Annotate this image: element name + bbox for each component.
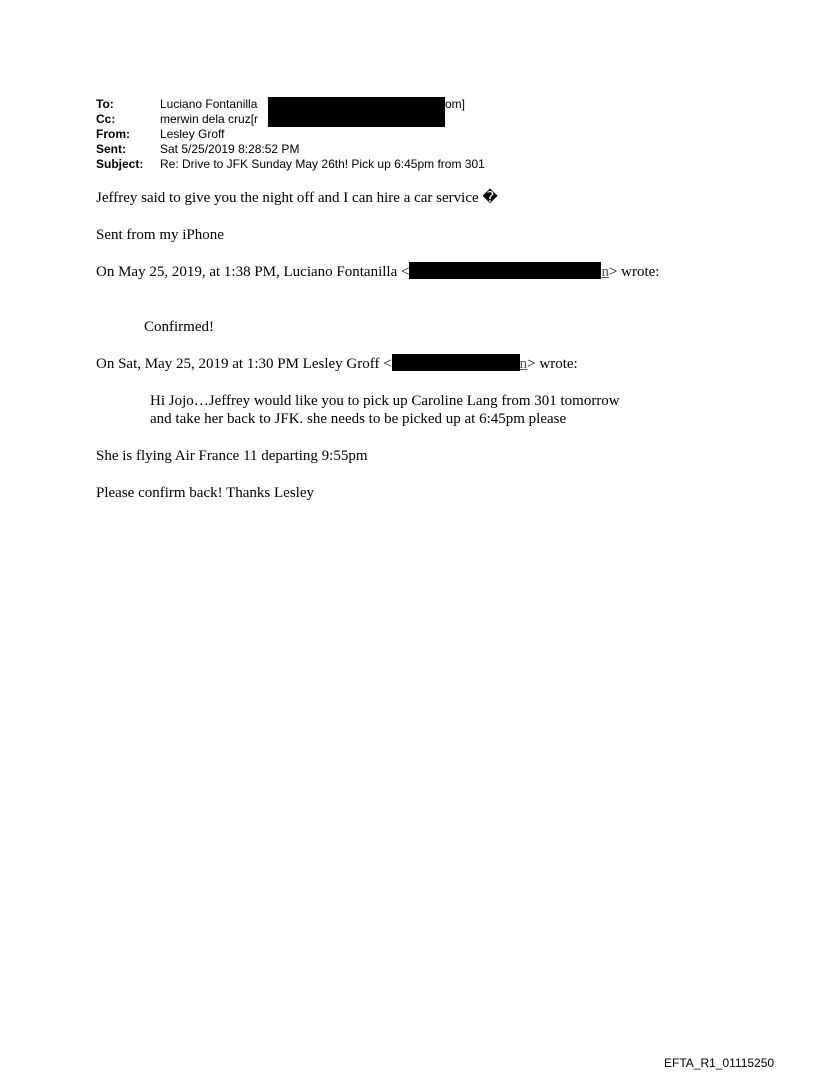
- subject-value: Re: Drive to JFK Sunday May 26th! Pick up 6:45pm from 301: [160, 157, 485, 171]
- quote2-link-tail[interactable]: n: [519, 356, 528, 372]
- quote1-prefix: On May 25, 2019, at 1:38 PM, Luciano Fontanilla <: [96, 264, 410, 280]
- quote2-suffix: > wrote:: [527, 356, 578, 372]
- quote-header-lesley: [96, 354, 578, 373]
- body-line-confirm: Please confirm back! Thanks Lesley: [96, 485, 314, 501]
- message-line-1: Hi Jojo…Jeffrey would like you to pick up Caroline Lang from 301 tomorrow: [150, 393, 620, 409]
- redaction-email-lesley: [392, 354, 520, 371]
- message-line-2: and take her back to JFK. she needs to be picked up at 6:45pm please: [150, 411, 567, 427]
- quote-header-luciano: [96, 262, 659, 281]
- sent-label: Sent:: [96, 142, 126, 156]
- from-row: [96, 127, 496, 142]
- body-line-confirmed: Confirmed!: [144, 319, 214, 335]
- redaction-email-luciano: [409, 262, 601, 279]
- to-suffix: om]: [445, 97, 466, 111]
- body-line-sent-from: Sent from my iPhone: [96, 227, 224, 243]
- body-line-flight: She is flying Air France 11 departing 9:55pm: [96, 448, 368, 464]
- sent-value: Sat 5/25/2019 8:28:52 PM: [160, 142, 300, 156]
- cc-label: Cc:: [96, 112, 116, 126]
- quote1-link-tail[interactable]: n: [601, 264, 609, 280]
- from-label: From:: [96, 127, 130, 141]
- sent-row: [96, 142, 496, 157]
- cc-value: merwin dela cruz[r: [160, 112, 259, 126]
- quote2-prefix: On Sat, May 25, 2019 at 1:30 PM Lesley Groff <: [96, 356, 392, 372]
- cc-row: [96, 112, 496, 127]
- body-line-night-off: Jeffrey said to give you the night off and I can hire a car service �: [96, 190, 498, 206]
- subject-row: [96, 157, 596, 172]
- document-id: EFTA_R1_01115250: [664, 1056, 775, 1070]
- quote1-suffix: > wrote:: [608, 264, 660, 280]
- subject-label: Subject:: [96, 157, 144, 171]
- from-value: Lesley Groff: [160, 127, 225, 141]
- to-label: To:: [96, 97, 114, 111]
- to-value: Luciano Fontanilla: [160, 97, 258, 111]
